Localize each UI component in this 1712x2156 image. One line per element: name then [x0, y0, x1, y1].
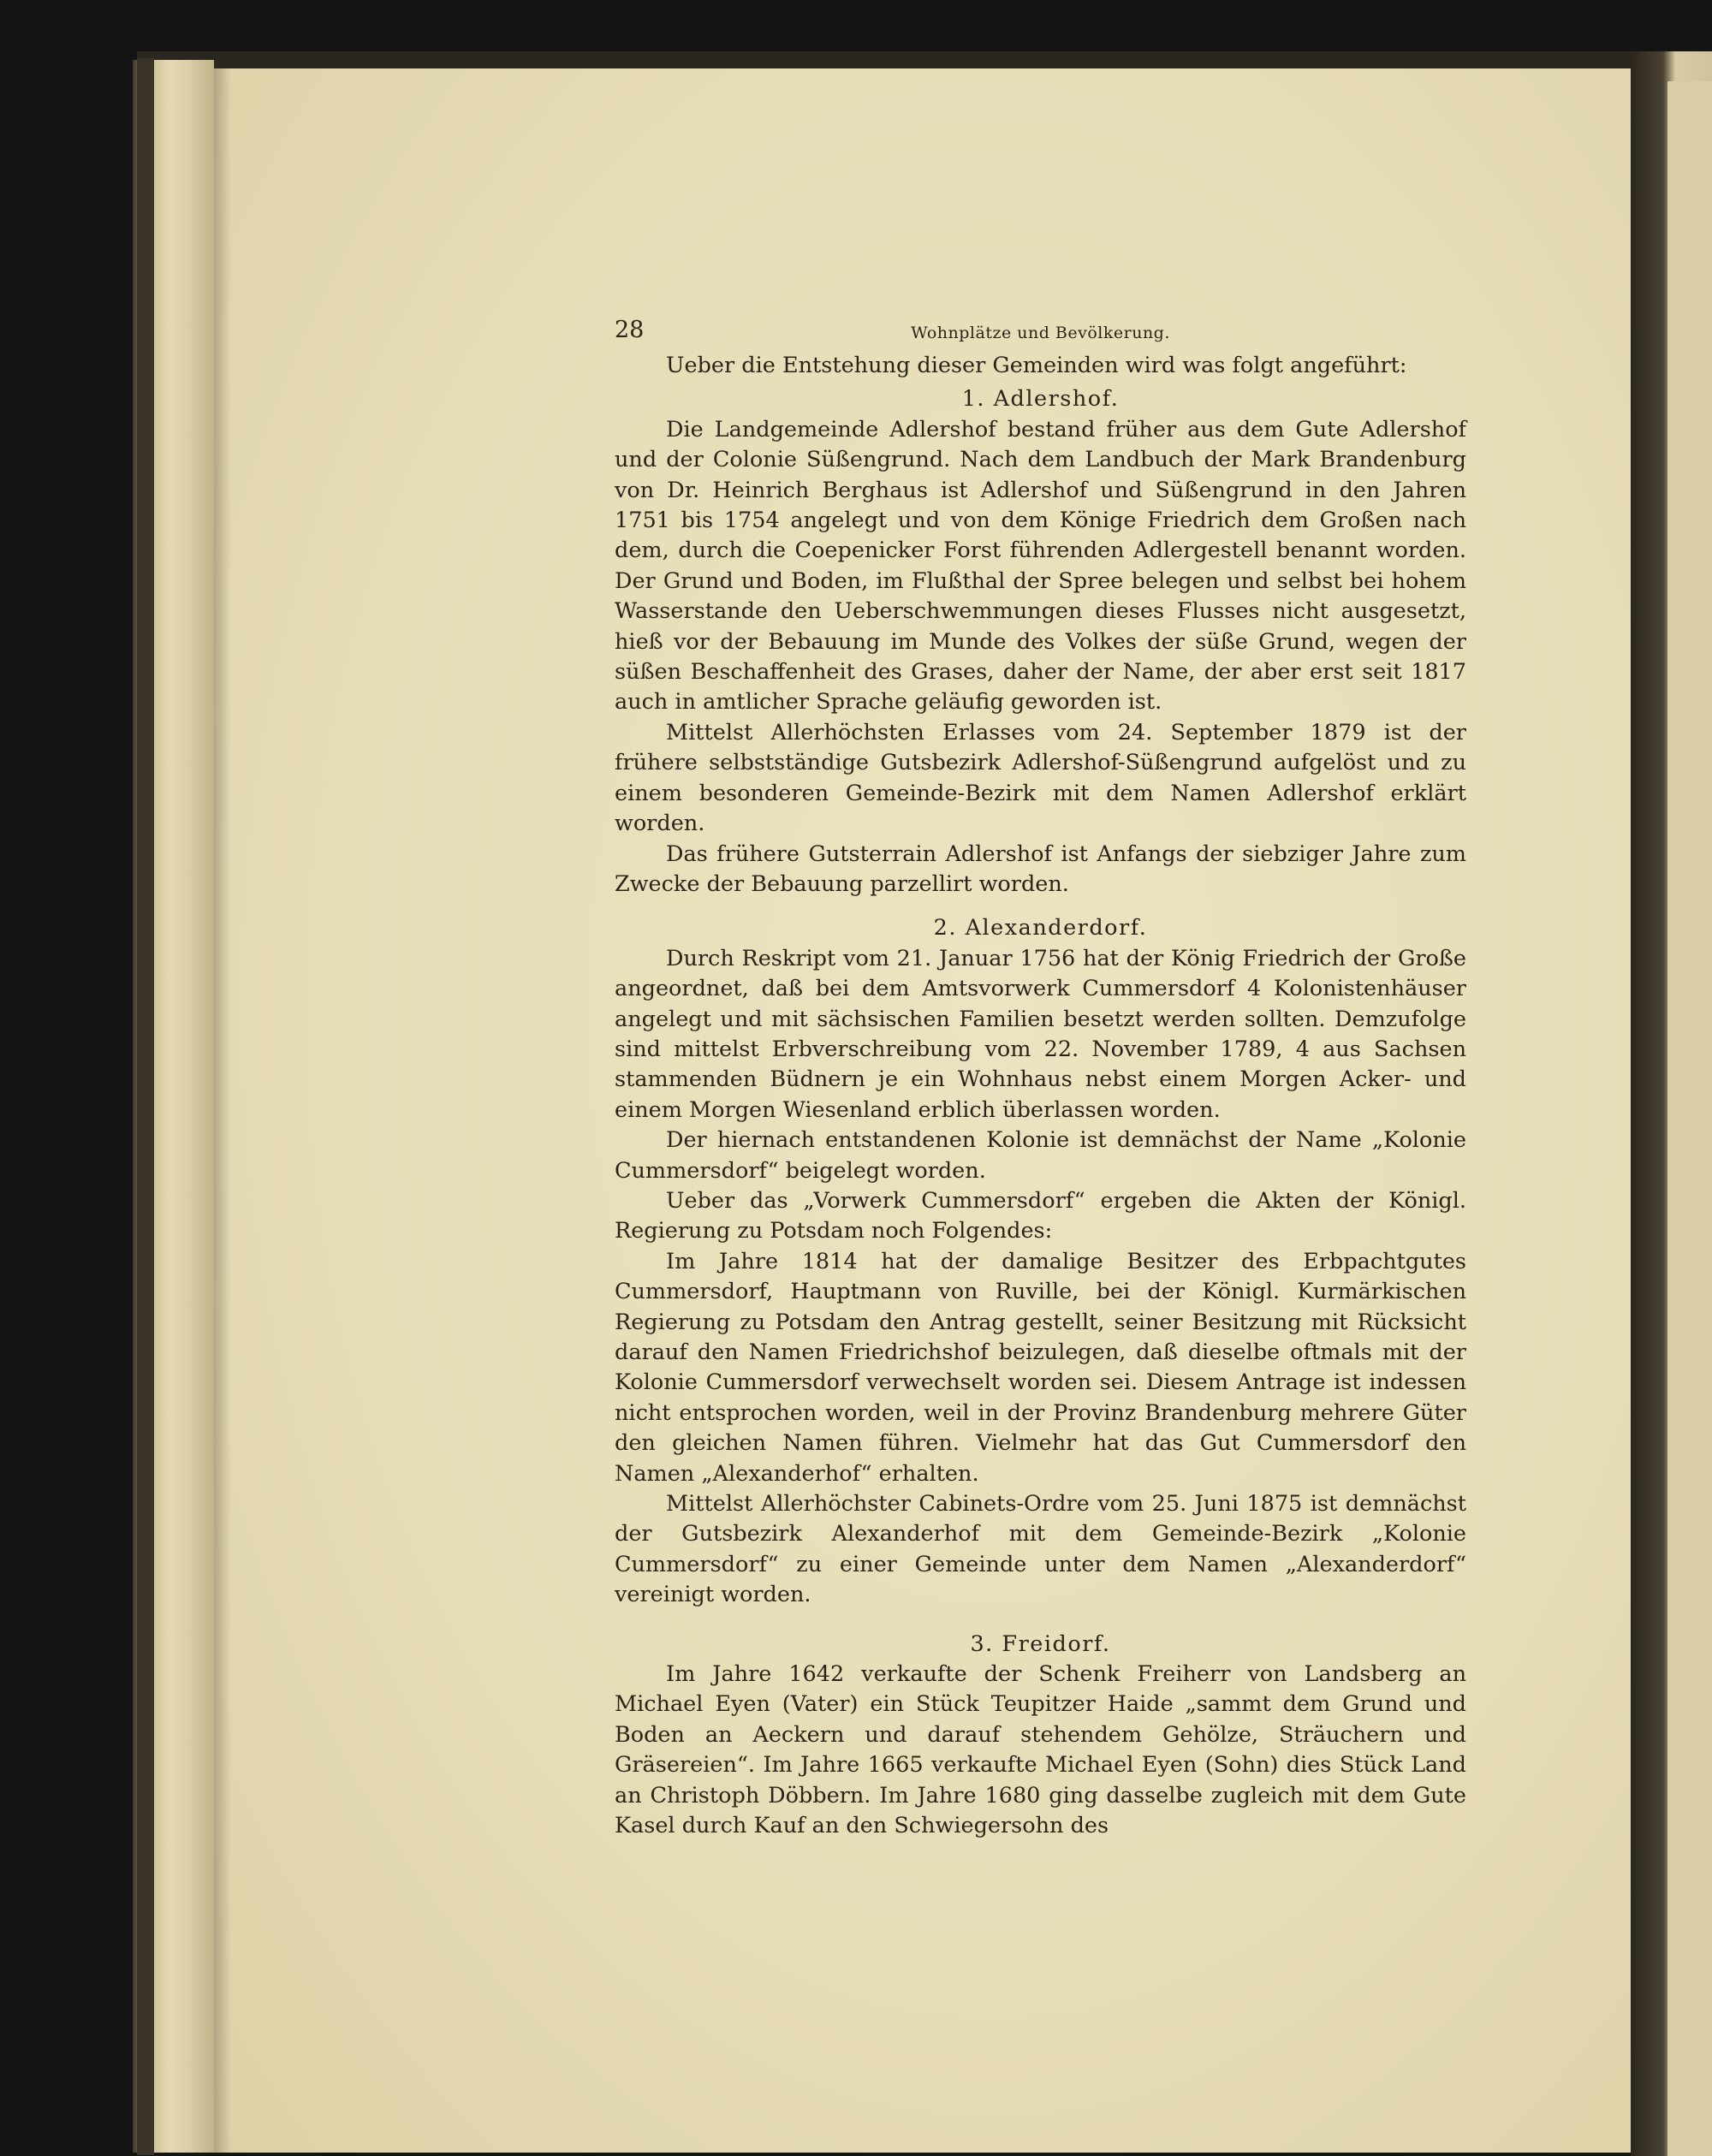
section-heading: 2. Alexanderdorf. — [933, 915, 1148, 941]
page-number: 28 — [615, 317, 645, 343]
paragraph: Ueber das „Vorwerk Cummersdorf“ ergeben die Akten der Königl. Regierung zu Potsdam noch Folgendes: — [615, 1187, 1466, 1244]
paragraph: Durch Reskript vom 21. Januar 1756 hat der König Friedrich der Große angeordnet, daß bei dem Amtsvorwerk Cummersdorf 4 Kolonistenhäuser angelegt und mit sächsischen Familien besetzt werden sollten. Demzufolge sind mittelst Erbverschreibung vom 22. November 1789, 4 aus Sachsen stammenden Büdnern je ein Wohnhaus nebst einem Morgen Acker- und einem Morgen Wiesenland erblich überlassen worden. — [615, 945, 1466, 1123]
text-block — [615, 308, 1466, 1842]
gutter-shadow — [214, 68, 231, 2153]
book-cover-board-left — [137, 58, 154, 2155]
facing-page-edge — [1667, 81, 1712, 2156]
paragraph: Das frühere Gutsterrain Adlershof ist Anfangs der siebziger Jahre zum Zwecke der Bebauung parzellirt worden. — [615, 840, 1466, 897]
paragraph: Die Landgemeinde Adlershof bestand früher aus dem Gute Adlershof und der Colonie Süßengrund. Nach dem Landbuch der Mark Brandenburg von Dr. Heinrich Berghaus ist Adlershof und Süßengrund in den Jahren 1751 bis 1754 angelegt und von dem Könige Friedrich dem Großen nach dem, durch die Coepenicker Forst führenden Adlergestell benannt worden. Der Grund und Boden, im Flußthal der Spree belegen und selbst bei hohem Wasserstande den Ueberschwemmungen dieses Flusses nicht ausgesetzt, hieß vor der Bebauung im Munde des Volkes der süße Grund, wegen der süßen Beschaffenheit des Grases, daher der Name, der aber erst seit 1817 auch in amtlicher Sprache geläufig geworden ist. — [615, 416, 1466, 716]
paragraph: Im Jahre 1814 hat der damalige Besitzer des Erbpachtgutes Cummersdorf, Hauptmann von Ruville, bei der Königl. Kurmärkischen Regierung zu Potsdam den Antrag gestellt, seiner Besitzung mit Rücksicht darauf den Namen Friedrichshof beizulegen, daß dieselbe oftmals mit der Kolonie Cummersdorf verwechselt worden sei. Diesem Antrage ist indessen nicht entsprochen worden, weil in der Provinz Brandenburg mehrere Güter den gleichen Namen führen. Vielmehr hat das Gut Cummersdorf den Namen „Alexanderhof“ erhalten. — [615, 1248, 1466, 1487]
running-head — [615, 308, 1466, 351]
section-freidorf — [615, 1630, 1466, 1842]
running-title: Wohnplätze und Bevölkerung. — [911, 324, 1170, 342]
paragraph: Der hiernach entstandenen Kolonie ist demnächst der Name „Kolonie Cummersdorf“ beigelegt worden. — [615, 1127, 1466, 1184]
section-heading: 1. Adlershof. — [961, 386, 1120, 413]
paragraph: Im Jahre 1642 verkaufte der Schenk Freiherr von Landsberg an Michael Eyen (Vater) ein Stück Teupitzer Haide „sammt dem Grund und Boden an Aeckern und darauf stehendem Gehölze, Sträuchern und Gräsereien“. Im Jahre 1665 verkaufte Michael Eyen (Sohn) dies Stück Land an Christoph Döbbern. Im Jahre 1680 ging dasselbe zugleich mit dem Gute Kasel durch Kauf an den Schwiegersohn des — [615, 1661, 1466, 1839]
paragraph: Mittelst Allerhöchster Cabinets-Ordre vom 25. Juni 1875 ist demnächst der Gutsbezirk Alexanderhof mit dem Gemeinde-Bezirk „Kolonie Cummersdorf“ zu einer Gemeinde unter dem Namen „Alexanderdorf“ vereinigt worden. — [615, 1491, 1466, 1608]
book-binding-top — [137, 51, 1644, 68]
intro-line: Ueber die Entstehung dieser Gemeinden wird was folgt angeführt: — [666, 353, 1407, 378]
section-adlershof — [615, 384, 1466, 900]
section-heading: 3. Freidorf. — [970, 1630, 1111, 1657]
paragraph: Mittelst Allerhöchsten Erlasses vom 24. September 1879 ist der frühere selbstständige Gutsbezirk Adlershof-Süßengrund aufgelöst und zu einem besonderen Gemeinde-Bezirk mit dem Namen Adlershof erklärt worden. — [615, 719, 1466, 837]
section-alexanderdorf — [615, 913, 1466, 1610]
